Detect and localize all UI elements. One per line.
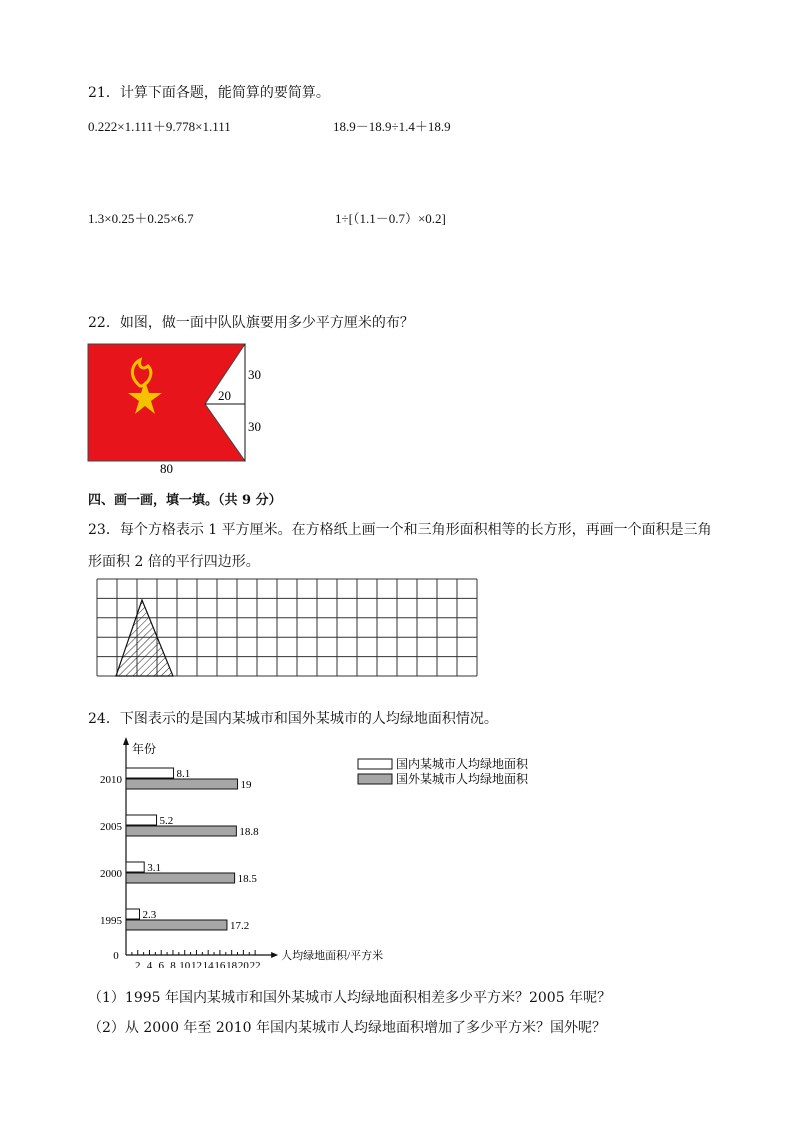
bar-label-foreign: 19: [240, 779, 252, 791]
bar-domestic: [126, 909, 140, 919]
flag-dim-notch: 20: [218, 388, 231, 403]
q23-line-1: 23．每个方格表示 1 平方厘米。在方格纸上画一个和三角形面积相等的长方形，再画一个面积是三角: [88, 522, 712, 538]
q23-line-2: 形面积 2 倍的平行四边形。: [88, 554, 260, 570]
x-tick-label: 4: [146, 960, 153, 968]
flag-dim-width: 80: [160, 461, 173, 476]
legend-label-foreign: 国外某城市人均绿地面积: [396, 772, 529, 786]
bar-foreign: [126, 779, 238, 789]
legend-label-domestic: 国内某城市人均绿地面积: [396, 757, 529, 771]
x-axis-arrow: [271, 952, 278, 958]
y-axis-arrow: [123, 737, 129, 745]
x-tick-label: 6: [158, 960, 164, 968]
y-tick-label: 1995: [100, 915, 122, 927]
x-tick-label: 16: [214, 960, 226, 968]
bar-domestic: [126, 815, 157, 825]
q21-expr-1: 0.222×1.111＋9.778×1.111: [88, 119, 231, 134]
y-axis-label: 年份: [132, 742, 157, 756]
q21-title: 21．计算下面各题，能简算的要简算。: [88, 85, 330, 101]
y-tick-label: 2005: [100, 821, 122, 833]
q24-sub-1: （1）1995 年国内某城市和国外某城市人均绿地面积相差多少平方米？2005 年呢？: [88, 990, 612, 1006]
y-tick-label: 2010: [100, 774, 122, 786]
q24-title: 24．下图表示的是国内某城市和国外某城市的人均绿地面积情况。: [88, 711, 498, 727]
legend-swatch-domestic: [358, 759, 392, 769]
grid-paper: [96, 578, 480, 696]
q22-title: 22．如图，做一面中队队旗要用多少平方厘米的布？: [88, 315, 414, 331]
hatched-triangle: [116, 600, 173, 676]
bar-label-foreign: 18.8: [239, 826, 259, 838]
x-tick-label: 14: [202, 960, 214, 968]
y-tick-label: 2000: [100, 868, 122, 880]
flag-figure: [80, 336, 280, 476]
flag-dim-bottom-right: 30: [248, 419, 261, 434]
x-tick-label: 22: [249, 960, 261, 968]
x-axis-label: 人均绿地面积/平方米: [281, 950, 384, 962]
bar-foreign: [126, 873, 235, 883]
bar-foreign: [126, 826, 236, 836]
chart-bars: [126, 768, 238, 930]
origin-label: 0: [113, 950, 119, 962]
q21-expr-2: 18.9－18.9÷1.4＋18.9: [333, 119, 451, 134]
q21-expr-4: 1÷[（1.1－0.7）×0.2]: [335, 211, 446, 226]
bar-foreign: [126, 920, 227, 930]
bar-chart: [88, 733, 548, 968]
bar-domestic: [126, 862, 144, 872]
x-tick-label: 12: [190, 960, 202, 968]
bar-domestic: [126, 768, 174, 778]
section-4-heading: 四、画一画，填一填。（共 9 分）: [88, 493, 282, 508]
bar-label-domestic: 2.3: [142, 909, 157, 921]
bar-label-domestic: 5.2: [159, 815, 174, 827]
q24-sub-2: （2）从 2000 年至 2010 年国内某城市人均绿地面积增加了多少平方米？国外呢？: [88, 1020, 606, 1036]
x-tick-label: 18: [226, 960, 238, 968]
bar-label-domestic: 3.1: [147, 862, 161, 874]
legend-swatch-foreign: [358, 774, 392, 784]
x-tick-label: 10: [179, 960, 191, 968]
q21-expr-3: 1.3×0.25＋0.25×6.7: [88, 211, 194, 226]
x-tick-label: 2: [134, 960, 141, 968]
bar-label-domestic: 8.1: [176, 768, 191, 780]
flag-dim-top: 30: [248, 367, 261, 382]
x-tick-label: 20: [237, 960, 249, 968]
x-tick-label: 8: [170, 960, 176, 968]
bar-label-foreign: 17.2: [229, 920, 250, 932]
chart-legend: [358, 756, 529, 786]
bar-label-foreign: 18.5: [237, 873, 257, 885]
